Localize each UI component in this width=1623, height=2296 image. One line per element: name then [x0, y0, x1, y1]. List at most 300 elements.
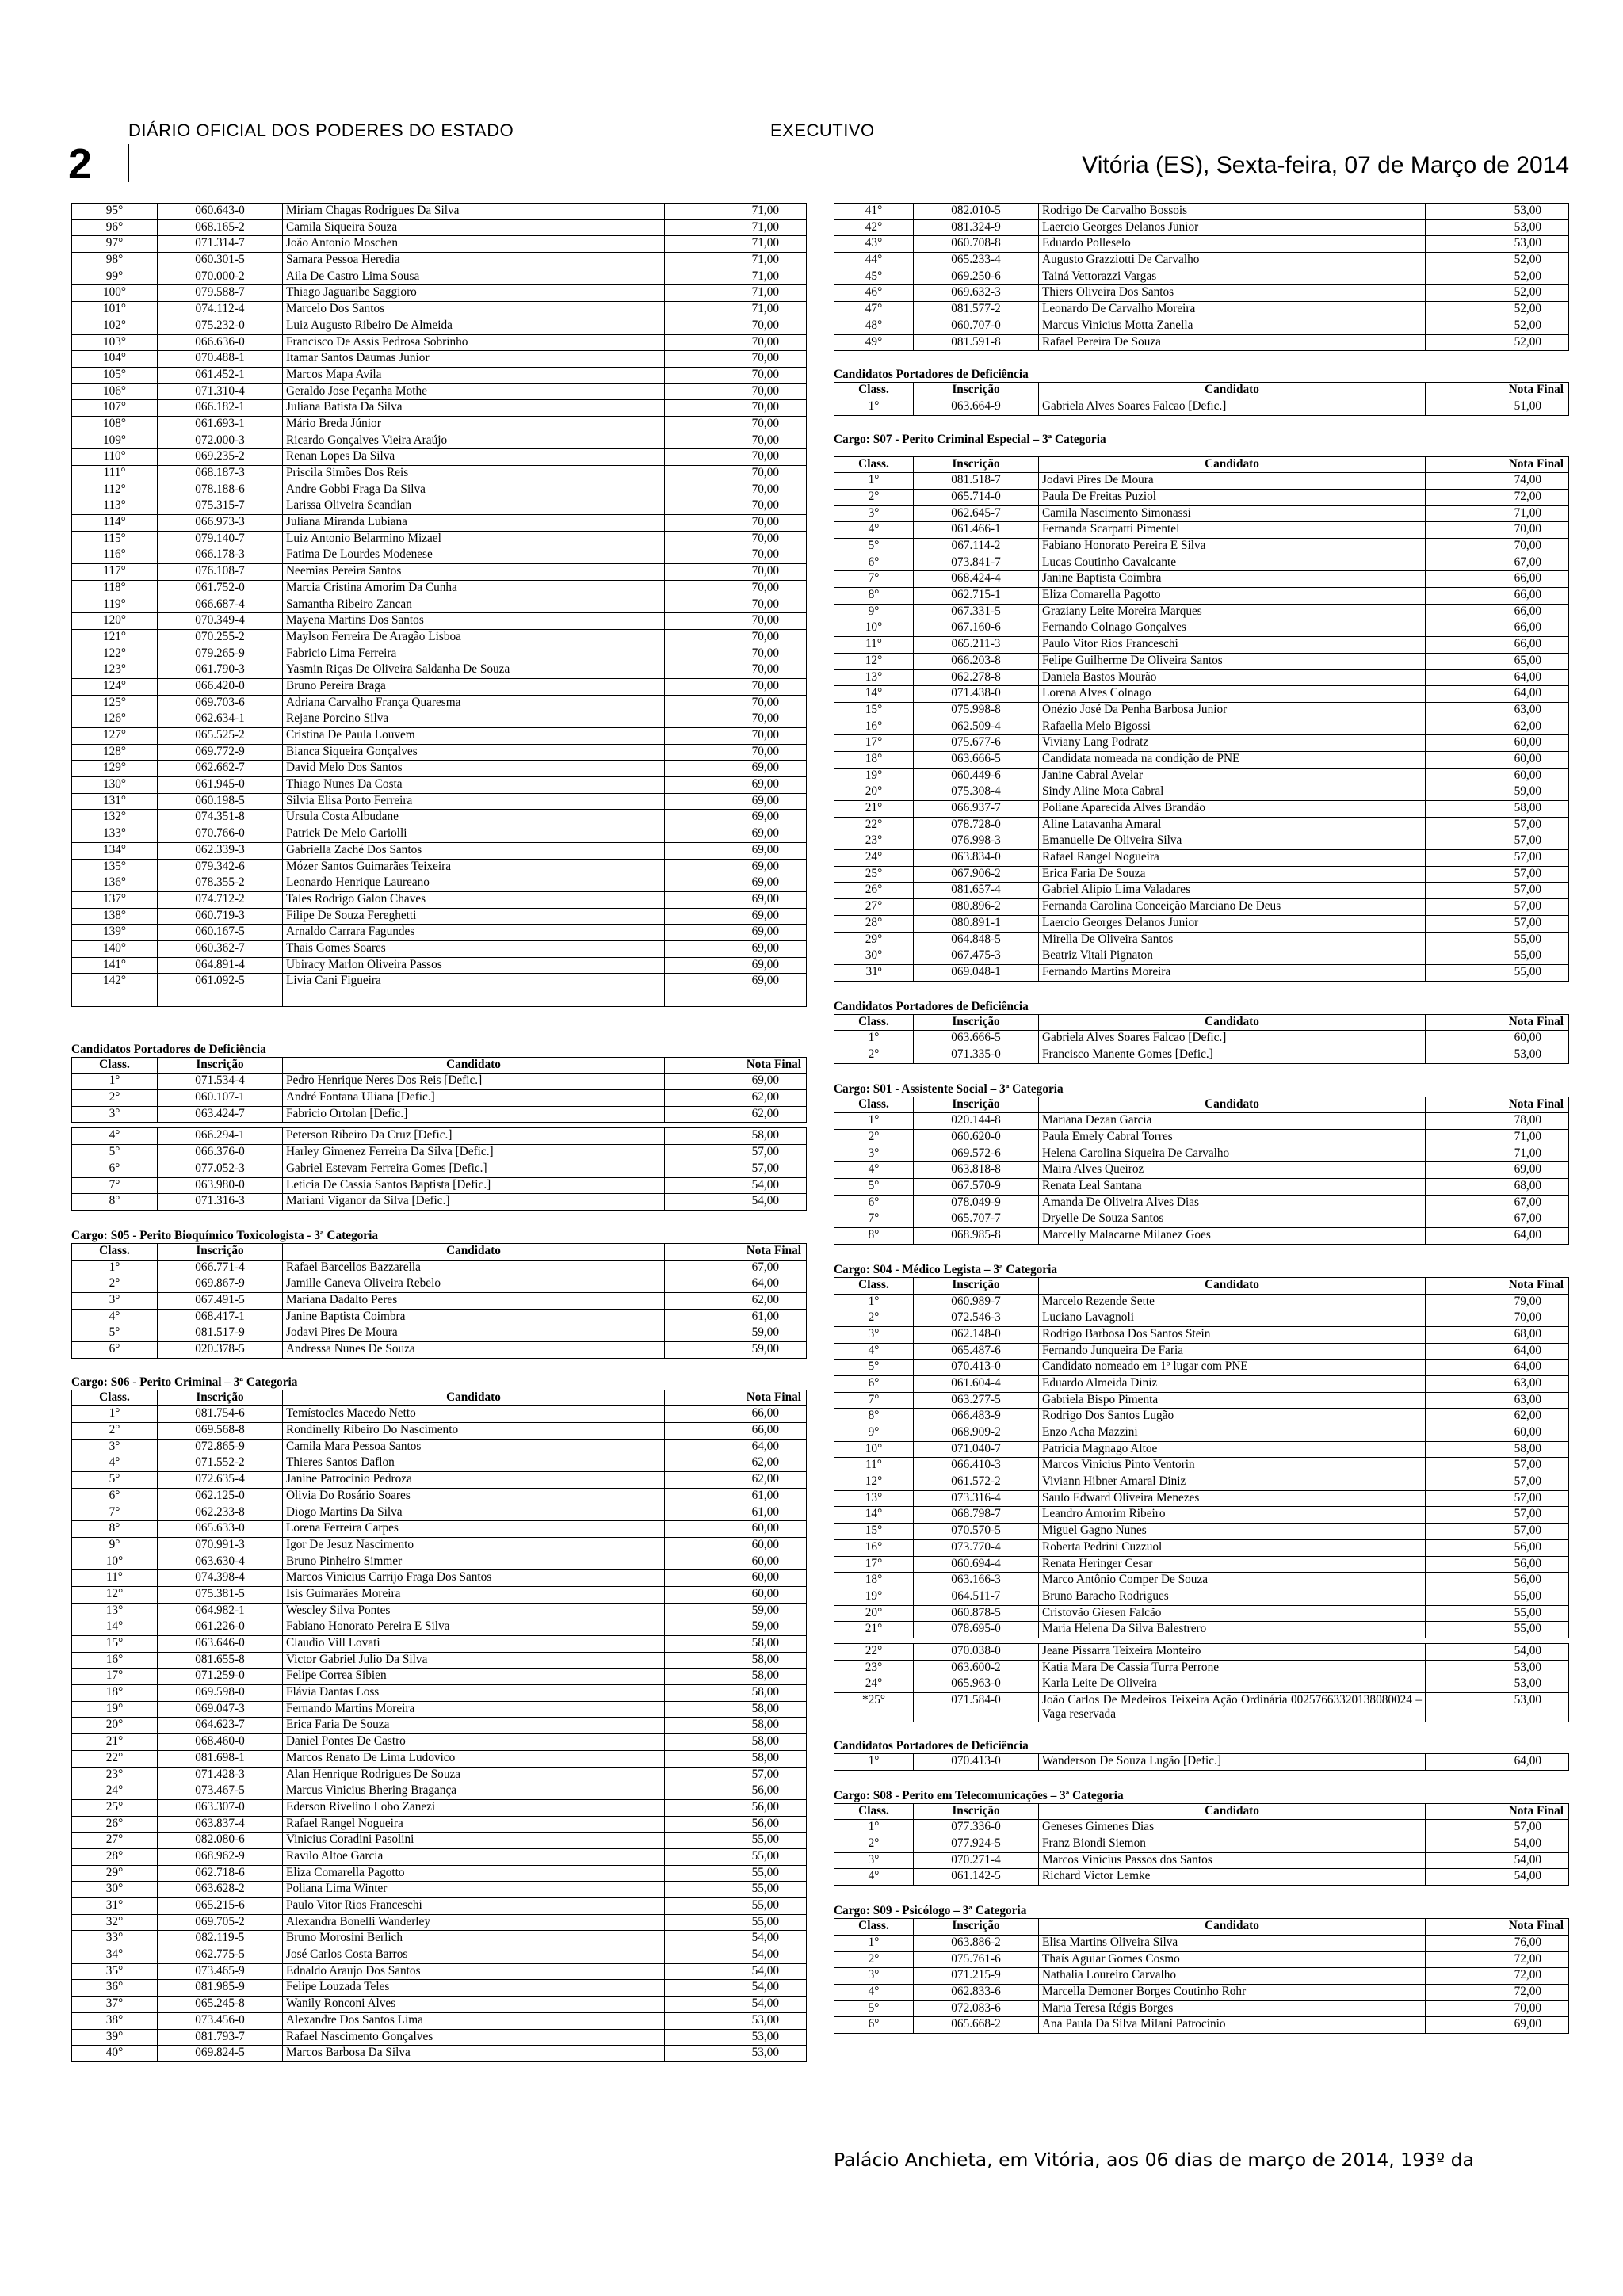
cell-nota: 58,00 [665, 1685, 807, 1702]
cell-class: 124° [72, 678, 158, 695]
cell-candidato: Leonardo De Carvalho Moreira [1039, 302, 1426, 318]
table-row [834, 1524, 1569, 1540]
cell-class: 11° [834, 637, 914, 654]
cell-nota: 63,00 [1426, 1375, 1569, 1392]
cell-nota: 70,00 [1426, 522, 1569, 539]
cell-class: 139° [72, 925, 158, 941]
table-row [834, 1228, 1569, 1245]
cell-class: 34° [72, 1947, 158, 1964]
cell-class: 109° [72, 433, 158, 449]
cell-class: 6° [834, 2017, 914, 2034]
col-header-nota: Nota Final [1426, 1919, 1569, 1936]
table-row [834, 1852, 1569, 1869]
table-row [834, 1113, 1569, 1130]
cell-candidato: Itamar Santos Daumas Junior [283, 351, 665, 368]
cell-candidato: Bianca Siqueira Gonçalves [283, 744, 665, 761]
cell-class: 2° [72, 1423, 158, 1440]
table-row [72, 1260, 807, 1276]
table-row [834, 1968, 1569, 1985]
cell-candidato: Mário Breda Júnior [283, 416, 665, 433]
cell-candidato: Marcos Renato De Lima Ludovico [283, 1750, 665, 1767]
cell-inscricao: 066.294-1 [158, 1128, 283, 1145]
cell-inscricao: 065.211-3 [914, 637, 1039, 654]
cell-class: 14° [834, 686, 914, 703]
cell-class: 47° [834, 302, 914, 318]
cell-class: 10° [834, 1441, 914, 1458]
cell-nota: 64,00 [1426, 669, 1569, 686]
cell-nota: 53,00 [1426, 1676, 1569, 1693]
table-row [834, 1458, 1569, 1474]
cell-inscricao: 069.705-2 [158, 1914, 283, 1931]
cell-inscricao: 082.010-5 [914, 204, 1039, 220]
cell-inscricao: 060.707-0 [914, 318, 1039, 334]
table-row-reserved [834, 1693, 1569, 1722]
cell-class: 26° [72, 1816, 158, 1833]
cell-inscricao: 071.552-2 [158, 1455, 283, 1472]
cell-class: 19° [834, 768, 914, 784]
page-number-divider [128, 144, 129, 182]
cell-nota: 53,00 [1426, 1693, 1569, 1722]
cell-inscricao: 063.666-5 [914, 751, 1039, 768]
col-header-candidato: Candidato [1039, 1014, 1426, 1031]
cell-inscricao: 063.600-2 [914, 1660, 1039, 1676]
cell-class: 9° [834, 604, 914, 620]
cell-inscricao: 060.620-0 [914, 1130, 1039, 1146]
cell-candidato: Paula De Freitas Puziol [1039, 489, 1426, 505]
cell-nota: 52,00 [1426, 302, 1569, 318]
cell-inscricao: 079.588-7 [158, 285, 283, 302]
table-row [834, 334, 1569, 351]
cell-nota: 52,00 [1426, 253, 1569, 269]
table-row [834, 932, 1569, 948]
cell-inscricao: 069.824-5 [158, 2046, 283, 2062]
cell-candidato: Alexandra Bonelli Wanderley [283, 1914, 665, 1931]
cell-nota: 52,00 [1426, 334, 1569, 351]
cell-class: 131° [72, 793, 158, 810]
cell-inscricao: 061.604-4 [914, 1375, 1039, 1392]
cell-class: 3° [834, 1146, 914, 1162]
cell-inscricao: 020.144-8 [914, 1113, 1039, 1130]
section-title-deficiencia: Candidatos Portadores de Deficiência [71, 1042, 266, 1056]
cell-candidato: Renata Heringer Cesar [1039, 1556, 1426, 1573]
cell-candidato: Bruno Pereira Braga [283, 678, 665, 695]
table-row [72, 1177, 807, 1194]
cell-class: 2° [72, 1276, 158, 1293]
cell-nota: 70,00 [665, 416, 807, 433]
cell-candidato: Paulo Vitor Rios Franceschi [283, 1898, 665, 1915]
cell-class: 19° [834, 1589, 914, 1605]
table-row [72, 1128, 807, 1145]
cell-inscricao: 066.687-4 [158, 597, 283, 613]
cell-inscricao: 073.456-0 [158, 2012, 283, 2029]
col-header-inscricao: Inscrição [914, 1097, 1039, 1113]
cell-candidato: Juliana Batista Da Silva [283, 400, 665, 417]
table-row [72, 204, 807, 220]
table-row [72, 1090, 807, 1107]
cell-inscricao: 060.449-6 [914, 768, 1039, 784]
cell-class: 20° [834, 1605, 914, 1622]
cell-class: 3° [72, 1292, 158, 1309]
cell-nota: 59,00 [665, 1342, 807, 1359]
cell-inscricao: 060.694-4 [914, 1556, 1039, 1573]
cell-candidato: Fabricio Ortolan [Defic.] [283, 1106, 665, 1123]
table-row [834, 1820, 1569, 1836]
table-row [834, 735, 1569, 752]
cell-candidato: Mariani Viganor da Silva [Defic.] [283, 1194, 665, 1211]
cell-class: 28° [834, 915, 914, 932]
cell-inscricao: 082.119-5 [158, 1931, 283, 1947]
cell-class: 8° [72, 1521, 158, 1538]
cell-candidato: Miguel Gagno Nunes [1039, 1524, 1426, 1540]
table-row [72, 1423, 807, 1440]
cell-nota: 60,00 [665, 1586, 807, 1603]
table-row [72, 531, 807, 547]
cell-candidato: Marcus Vinicius Bhering Bragança [283, 1783, 665, 1800]
cell-class: 10° [834, 620, 914, 637]
cell-candidato: Fabricio Lima Ferreira [283, 646, 665, 662]
cell-candidato: Fernanda Scarpatti Pimentel [1039, 522, 1426, 539]
cell-candidato: Temístocles Macedo Netto [283, 1406, 665, 1423]
cell-class: 3° [72, 1106, 158, 1123]
cell-inscricao: 061.572-2 [914, 1474, 1039, 1491]
cell-class: 11° [834, 1458, 914, 1474]
cell-nota: 53,00 [665, 2029, 807, 2046]
cell-nota: 64,00 [665, 1439, 807, 1455]
cell-inscricao: 081.985-9 [158, 1980, 283, 1997]
cell-class: 27° [834, 899, 914, 916]
cell-candidato: Neemias Pereira Santos [283, 564, 665, 581]
cell-inscricao: 071.310-4 [158, 383, 283, 400]
cell-nota: 70,00 [665, 711, 807, 728]
cell-class: 11° [72, 1570, 158, 1587]
cell-candidato: Rafael Pereira De Souza [1039, 334, 1426, 351]
col-header-candidato: Candidato [1039, 1277, 1426, 1294]
cell-class: 125° [72, 695, 158, 711]
cell-candidato: Andre Gobbi Fraga Da Silva [283, 482, 665, 498]
col-header-class: Class. [72, 1057, 158, 1074]
cell-nota: 70,00 [665, 597, 807, 613]
table-row [72, 1652, 807, 1669]
cell-class: 13° [834, 1490, 914, 1507]
cell-nota: 64,00 [1426, 1360, 1569, 1376]
cell-inscricao: 070.413-0 [914, 1754, 1039, 1771]
table-row [72, 1947, 807, 1964]
cell-candidato: Arnaldo Carrara Fagundes [283, 925, 665, 941]
cell-inscricao: 079.265-9 [158, 646, 283, 662]
cell-class: 8° [834, 1228, 914, 1245]
cell-nota: 69,00 [665, 761, 807, 777]
cell-nota: 52,00 [1426, 318, 1569, 334]
cell-inscricao: 060.362-7 [158, 940, 283, 957]
cell-candidato: Thiago Jaguaribe Saggioro [283, 285, 665, 302]
cell-nota: 70,00 [665, 646, 807, 662]
cell-class: 8° [72, 1194, 158, 1211]
cell-inscricao: 060.167-5 [158, 925, 283, 941]
cell-nota: 57,00 [665, 1161, 807, 1177]
cell-candidato: Camila Siqueira Souza [283, 219, 665, 236]
cell-candidato: Fabiano Honorato Pereira E Silva [283, 1619, 665, 1636]
cell-candidato: Luiz Antonio Belarmino Mizael [283, 531, 665, 547]
cell-inscricao: 060.708-8 [914, 236, 1039, 253]
cell-candidato: Rafael Barcellos Bazzarella [283, 1260, 665, 1276]
cell-class: 138° [72, 908, 158, 925]
cell-candidato: Marcos Mapa Avila [283, 367, 665, 383]
table-row [834, 1146, 1569, 1162]
cell-nota: 62,00 [665, 1455, 807, 1472]
cell-inscricao: 062.278-8 [914, 669, 1039, 686]
cell-nota: 70,00 [665, 466, 807, 482]
cell-inscricao: 069.048-1 [914, 964, 1039, 981]
cell-class: 22° [834, 817, 914, 833]
cell-nota: 54,00 [665, 1931, 807, 1947]
cell-class: 24° [834, 1676, 914, 1693]
col-header-candidato: Candidato [1039, 1919, 1426, 1936]
cell-nota: 58,00 [1426, 1441, 1569, 1458]
cell-inscricao: 072.546-3 [914, 1310, 1039, 1327]
col-header-candidato: Candidato [283, 1390, 665, 1406]
cell-nota: 76,00 [1426, 1935, 1569, 1951]
cell-candidato: Ursula Costa Albudane [283, 810, 665, 826]
table-row [72, 2046, 807, 2062]
cell-class: 111° [72, 466, 158, 482]
cell-candidato: Ederson Rivelino Lobo Zanezi [283, 1799, 665, 1816]
cell-inscricao: 063.664-9 [914, 399, 1039, 415]
cell-nota: 66,00 [665, 1423, 807, 1440]
cell-candidato: Mirella De Oliveira Santos [1039, 932, 1426, 948]
cell-inscricao: 066.937-7 [914, 801, 1039, 818]
col-header-inscricao: Inscrição [914, 1803, 1039, 1820]
cell-nota: 74,00 [1426, 473, 1569, 490]
table-row [834, 833, 1569, 850]
table-row [72, 1783, 807, 1800]
cell-inscricao: 081.577-2 [914, 302, 1039, 318]
section-title-deficiencia-s06: Candidatos Portadores de Deficiência [834, 368, 1029, 382]
cell-candidato: Eliza Comarella Pagotto [1039, 588, 1426, 605]
table-row [72, 974, 807, 990]
cell-inscricao: 062.509-4 [914, 719, 1039, 735]
col-header-candidato: Candidato [283, 1243, 665, 1260]
table-row [834, 1539, 1569, 1556]
cell-inscricao: 060.198-5 [158, 793, 283, 810]
cell-candidato: Gabriel Alipio Lima Valadares [1039, 883, 1426, 899]
cell-inscricao: 078.049-9 [914, 1195, 1039, 1211]
cell-inscricao: 081.793-7 [158, 2029, 283, 2046]
cell-nota: 70,00 [665, 318, 807, 334]
section-title-s05: Cargo: S05 - Perito Bioquímico Toxicologista - 3ª Categoria [71, 1228, 378, 1242]
cell-class: 129° [72, 761, 158, 777]
table-row [834, 653, 1569, 669]
cell-inscricao: 081.324-9 [914, 219, 1039, 236]
col-header-candidato: Candidato [1039, 456, 1426, 473]
cell-inscricao: 062.339-3 [158, 842, 283, 859]
cell-candidato: Eduardo Polleselo [1039, 236, 1426, 253]
cell-nota: 70,00 [665, 613, 807, 630]
table-row [834, 1343, 1569, 1360]
cell-inscricao: 065.707-7 [914, 1211, 1039, 1228]
cell-class: *25° [834, 1693, 914, 1722]
cell-class: 12° [834, 653, 914, 669]
cell-candidato: Filipe De Souza Fereghetti [283, 908, 665, 925]
table-row [834, 1935, 1569, 1951]
cell-nota: 64,00 [1426, 1343, 1569, 1360]
cell-nota: 66,00 [1426, 571, 1569, 588]
cell-class: 108° [72, 416, 158, 433]
cell-class: 16° [834, 719, 914, 735]
cell-nota: 61,00 [665, 1505, 807, 1521]
cell-nota: 53,00 [1426, 1047, 1569, 1063]
cell-nota: 67,00 [1426, 1195, 1569, 1211]
cell-candidato: Franz Biondi Siemon [1039, 1836, 1426, 1853]
table-row [834, 1573, 1569, 1589]
cell-class: 18° [72, 1685, 158, 1702]
cell-nota: 71,00 [665, 253, 807, 269]
cell-candidato: Juliana Miranda Lubiana [283, 515, 665, 532]
cell-class: 113° [72, 498, 158, 515]
cell-nota: 69,00 [665, 777, 807, 794]
cell-candidato: Alan Henrique Rodrigues De Souza [283, 1767, 665, 1783]
cell-nota: 57,00 [1426, 899, 1569, 916]
cell-nota: 56,00 [1426, 1556, 1569, 1573]
cell-inscricao: 076.108-7 [158, 564, 283, 581]
cell-nota: 70,00 [665, 580, 807, 597]
cell-class: 7° [834, 1211, 914, 1228]
table-row [834, 883, 1569, 899]
table-row [72, 629, 807, 646]
cell-class: 2° [834, 1310, 914, 1327]
section-title-deficiencia-s04: Candidatos Portadores de Deficiência [834, 1739, 1029, 1753]
cell-candidato: Vinicius Coradini Pasolini [283, 1833, 665, 1849]
table-row [72, 793, 807, 810]
cell-nota: 71,00 [1426, 1146, 1569, 1162]
table-row [72, 711, 807, 728]
cell-candidato: Livia Cani Figueira [283, 974, 665, 990]
cell-class: 4° [834, 1984, 914, 2000]
table-row [72, 547, 807, 564]
cell-candidato: Aline Latavanha Amaral [1039, 817, 1426, 833]
cell-class [72, 990, 158, 1007]
cell-inscricao: 081.518-7 [914, 473, 1039, 490]
cell-nota: 62,00 [1426, 1409, 1569, 1425]
table-row [72, 416, 807, 433]
cell-class: 39° [72, 2029, 158, 2046]
cell-nota: 68,00 [1426, 1326, 1569, 1343]
cell-candidato: Felipe Guilherme De Oliveira Santos [1039, 653, 1426, 669]
cell-class: 6° [834, 555, 914, 571]
cell-class: 12° [834, 1474, 914, 1491]
cell-class: 28° [72, 1848, 158, 1865]
cell-candidato: Fernando Junqueira De Faria [1039, 1343, 1426, 1360]
cell-class: 6° [834, 1195, 914, 1211]
cell-inscricao: 062.775-5 [158, 1947, 283, 1964]
cell-class: 30° [834, 948, 914, 965]
cell-candidato: Amanda De Oliveira Alves Dias [1039, 1195, 1426, 1211]
table-row [834, 964, 1569, 981]
cell-nota: 58,00 [665, 1750, 807, 1767]
table-row [72, 826, 807, 843]
cell-inscricao: 061.752-0 [158, 580, 283, 597]
cell-nota: 57,00 [1426, 1524, 1569, 1540]
cell-nota: 70,00 [665, 678, 807, 695]
col-header-candidato: Candidato [1039, 383, 1426, 399]
cell-nota: 66,00 [1426, 620, 1569, 637]
table-row [834, 2017, 1569, 2034]
table-row [72, 662, 807, 679]
cell-inscricao: 066.771-4 [158, 1260, 283, 1276]
cell-inscricao: 068.909-2 [914, 1425, 1039, 1442]
cell-inscricao: 065.233-4 [914, 253, 1039, 269]
col-header-inscricao: Inscrição [914, 1277, 1039, 1294]
cell-inscricao: 064.623-7 [158, 1718, 283, 1734]
cell-nota: 70,00 [1426, 539, 1569, 555]
deficiencia-s07-table [834, 1014, 1569, 1064]
cell-class: 16° [834, 1539, 914, 1556]
cell-nota: 72,00 [1426, 1984, 1569, 2000]
cell-candidato: Aila De Castro Lima Sousa [283, 269, 665, 285]
cell-nota: 69,00 [665, 842, 807, 859]
cell-inscricao: 071.335-0 [914, 1047, 1039, 1063]
cell-candidato: Paula Emely Cabral Torres [1039, 1130, 1426, 1146]
cell-candidato: Isis Guimarães Moreira [283, 1586, 665, 1603]
cell-nota: 78,00 [1426, 1113, 1569, 1130]
table-row [72, 433, 807, 449]
cell-candidato: Victor Gabriel Julio Da Silva [283, 1652, 665, 1669]
cell-candidato: Marcelly Malacarne Milanez Goes [1039, 1228, 1426, 1245]
cell-candidato: Ednaldo Araujo Dos Santos [283, 1963, 665, 1980]
cell-candidato: Erica Faria De Souza [283, 1718, 665, 1734]
table-row [834, 1556, 1569, 1573]
table-row [72, 498, 807, 515]
cell-candidato: Rafael Rangel Nogueira [1039, 850, 1426, 867]
cell-inscricao: 063.886-2 [914, 1935, 1039, 1951]
section-name: EXECUTIVO [770, 120, 875, 140]
cell-candidato: Onézio José Da Penha Barbosa Junior [1039, 702, 1426, 719]
cell-candidato: Daniel Pontes De Castro [283, 1734, 665, 1751]
cell-inscricao: 071.534-4 [158, 1074, 283, 1090]
cell-class: 2° [834, 1951, 914, 1968]
cell-nota: 69,00 [665, 957, 807, 974]
cell-inscricao: 062.833-6 [914, 1984, 1039, 2000]
cell-nota: 60,00 [665, 1570, 807, 1587]
cell-nota: 69,00 [665, 940, 807, 957]
cell-candidato: Maria Teresa Régis Borges [1039, 2000, 1426, 2017]
cell-inscricao: 064.891-4 [158, 957, 283, 974]
cell-candidato: Lorena Ferreira Carpes [283, 1521, 665, 1538]
footer-signature-line: Palácio Anchieta, em Vitória, aos 06 dias de março de 2014, 193º da [834, 2149, 1474, 2171]
cell-class: 12° [72, 1586, 158, 1603]
cell-nota: 60,00 [665, 1554, 807, 1570]
cell-inscricao: 070.766-0 [158, 826, 283, 843]
cell-candidato: Flávia Dantas Loss [283, 1685, 665, 1702]
cell-class: 31° [72, 1898, 158, 1915]
cell-candidato: Richard Victor Lemke [1039, 1869, 1426, 1886]
cell-nota: 53,00 [1426, 1660, 1569, 1676]
cell-inscricao: 069.250-6 [914, 269, 1039, 285]
table-row [72, 351, 807, 368]
newspaper-title: DIÁRIO OFICIAL DOS PODERES DO ESTADO [128, 120, 514, 140]
cell-inscricao: 075.315-7 [158, 498, 283, 515]
table-row [834, 1836, 1569, 1853]
table-row [72, 1619, 807, 1636]
table-row [834, 1951, 1569, 1968]
cell-inscricao: 069.867-9 [158, 1276, 283, 1293]
table-row [72, 646, 807, 662]
cell-class: 22° [834, 1643, 914, 1660]
table-row [834, 604, 1569, 620]
cell-class: 5° [834, 1179, 914, 1196]
cell-class: 1° [834, 1294, 914, 1310]
cell-class: 18° [834, 1573, 914, 1589]
cell-class: 134° [72, 842, 158, 859]
